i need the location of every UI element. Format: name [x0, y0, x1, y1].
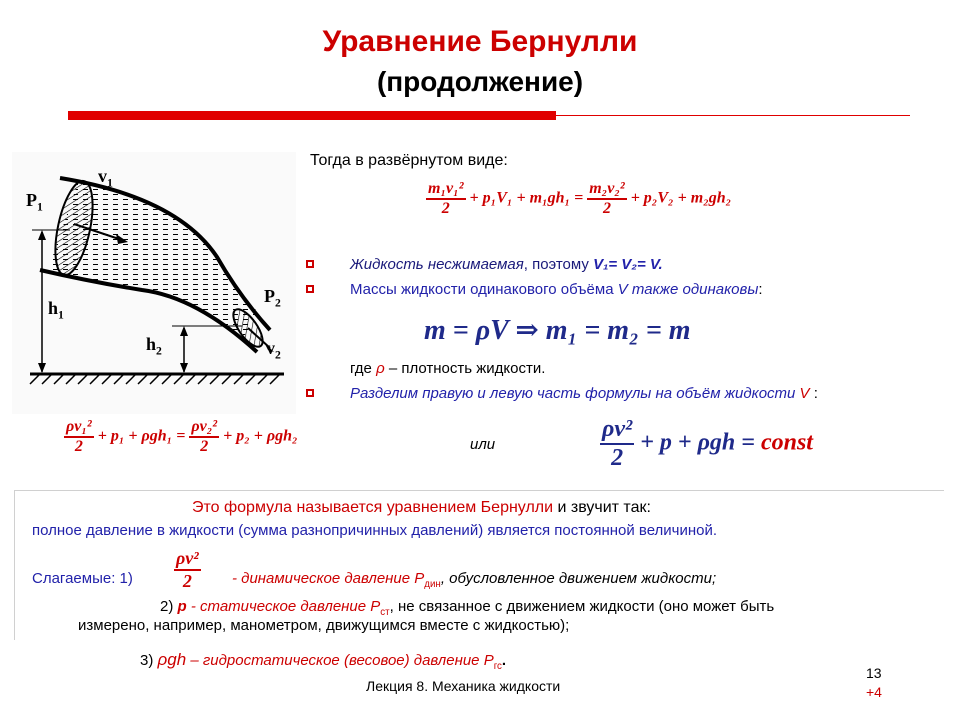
- term-1-text: - динамическое давление $P_{дин}$, обусловленное движением жидкости;: [232, 570, 717, 590]
- term-3: 3) ρgh – гидростатическое (весовое) давление $P_{гс}$.: [140, 650, 507, 672]
- bullet-divide-volume: Разделим правую и левую часть формулы на объём жидкости V :: [350, 385, 818, 402]
- bernoulli-equation: $\frac{\text{ρv²}}{2}$ + p + ρgh = const: [602, 416, 813, 471]
- statement-text: полное давление в жидкости (сумма разнопричинных давлений) является постоянной величиной.: [32, 522, 718, 539]
- density-note: где ρ – плотность жидкости.: [350, 360, 546, 377]
- slide-title: Уравнение Бернулли: [322, 25, 638, 58]
- pipe-flow-svg: [12, 152, 296, 414]
- term-2: 2) p - статическое давление $P_{ст}$, не связанное с движением жидкости (оно может быть: [160, 598, 775, 618]
- bullet-marker-1: [306, 260, 314, 268]
- intro-text: Тогда в развёрнутом виде:: [310, 152, 508, 169]
- section-side-line: [14, 490, 15, 640]
- slide-subtitle: (продолжение): [376, 66, 584, 97]
- label-v1: $v_1$: [98, 166, 113, 190]
- mass-equation: m = ρV ⇒ m₁ = m₂ = m: [424, 315, 691, 346]
- term-1-label: Слагаемые: 1): [32, 570, 133, 587]
- or-label: или: [470, 436, 496, 453]
- label-h2: $h_2$: [146, 334, 162, 358]
- pipe-flow-diagram: [12, 152, 296, 414]
- equation-per-volume: $\frac{\text{ρv₁²}}{2}$ + p₁ + ρgh₁ = $\frac{\text{ρv₂²}}{2}$ + p₂ + ρgh₂: [66, 418, 298, 455]
- term-1-formula: $\frac{\text{ρv²}}{2}$: [176, 548, 199, 591]
- label-p1: $P_1$: [26, 190, 43, 214]
- bullet-marker-2: [306, 285, 314, 293]
- label-h1: $h_1$: [48, 298, 64, 322]
- equation-expanded: $\frac{\text{m₁v₁²}}{2}$ + p₁V₁ + m₁gh₁ = $\frac{\text{m₂v₂²}}{2}$ + p₂V₂ + m₂gh₂: [428, 180, 732, 217]
- bullet-equal-masses: Массы жидкости одинакового объёма V также одинаковы:: [350, 281, 763, 298]
- footer-lecture: Лекция 8. Механика жидкости: [366, 678, 561, 694]
- term-2-continuation: измерено, например, манометром, движущимся вместе с жидкостью);: [78, 617, 570, 634]
- label-p2: $P_2$: [264, 286, 281, 310]
- section-divider: [14, 490, 944, 491]
- title-underline-thick: [68, 111, 556, 120]
- bullet-marker-3: [306, 389, 314, 397]
- page-number: 13: [866, 665, 882, 681]
- page-delta: +4: [866, 684, 882, 700]
- bullet-incompressible: Жидкость несжимаемая, поэтому V₁= V₂= V.: [350, 256, 663, 273]
- statement-title: Это формула называется уравнением Бернулли и звучит так:: [192, 499, 651, 516]
- label-v2: $v_2$: [266, 338, 281, 362]
